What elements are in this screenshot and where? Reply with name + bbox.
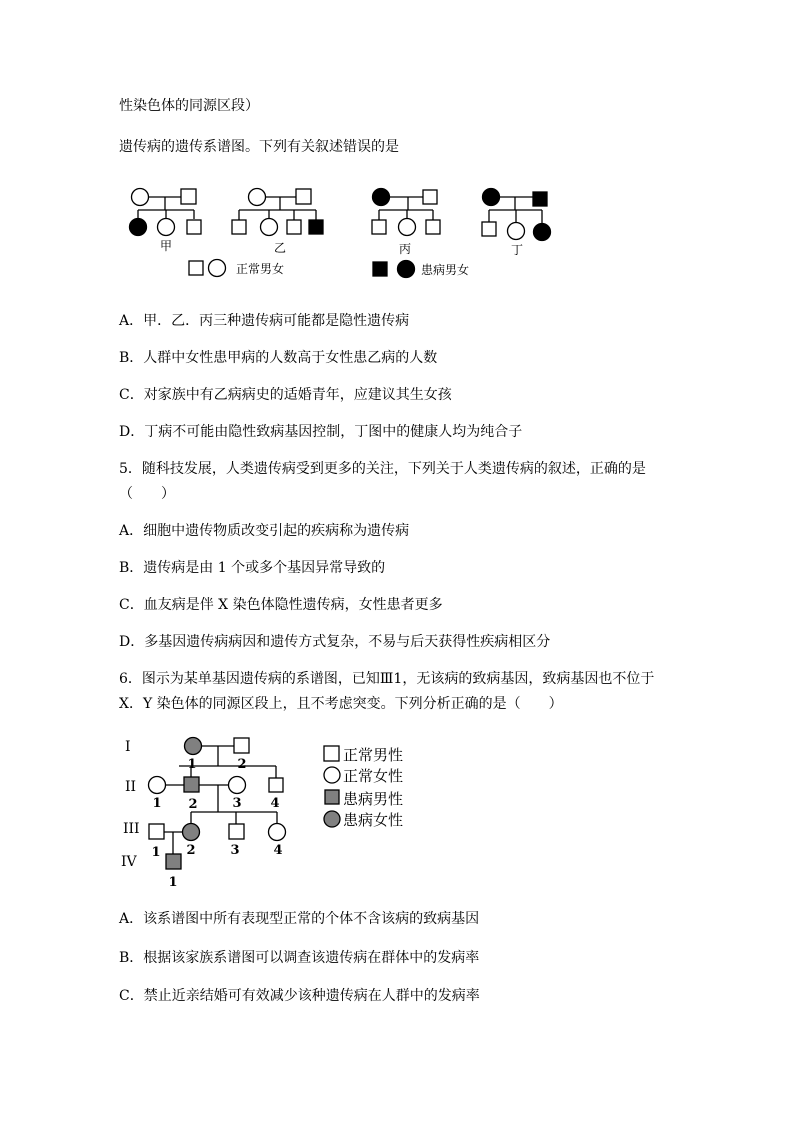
legend-affected-male-shape — [325, 790, 339, 804]
q6-option-a: A．该系谱图中所有表现型正常的个体不含该病的致病基因 — [119, 911, 480, 927]
legend-normal-female-icon — [209, 260, 226, 277]
label-ding: 丁 — [510, 243, 524, 257]
legend-affected-female-shape — [324, 811, 340, 827]
q5-option-c: C．血友病是伴 X 染色体隐性遗传病，女性患者更多 — [119, 597, 443, 613]
q4-option-c: C．对家族中有乙病病史的适婚青年，应建议其生女孩 — [119, 387, 452, 403]
q5-option-b: B．遗传病是由 1 个或多个基因异常导致的 — [119, 560, 386, 576]
pedigree-yi — [232, 189, 323, 236]
individual-II-4 — [269, 778, 283, 792]
individual-number-IV-1: 1 — [168, 875, 178, 890]
q5-option-d: D．多基因遗传病病因和遗传方式复杂，不易与后天获得性疾病相区分 — [119, 634, 551, 650]
q6-option-b: B．根据该家族系谱图可以调查该遗传病在群体中的发病率 — [119, 950, 480, 966]
individual-number-II-1: 1 — [152, 796, 162, 811]
individual-II-2 — [184, 777, 199, 792]
legend-affected-male: 患病男性 — [343, 790, 404, 808]
question-4-stem: 遗传病的遗传系谱图。下列有关叙述错误的是 — [119, 139, 399, 155]
individual-number-III-1: 1 — [151, 845, 161, 860]
question-6-line-1: 6．图示为某单基因遗传病的系谱图，已知Ⅲ1，无该病的致病基因，致病基因也不位于 — [119, 671, 655, 687]
label-jia: 甲 — [159, 239, 173, 253]
generation-label-3: III — [123, 821, 140, 837]
individual-I-2 — [234, 738, 249, 753]
question-5-line-1: 5．随科技发展，人类遗传病受到更多的关注，下列关于人类遗传病的叙述，正确的是 — [119, 461, 646, 477]
q4-option-d: D．丁病不可能由隐性致病基因控制，丁图中的健康人均为纯合子 — [119, 424, 523, 440]
pedigree-bing — [372, 189, 440, 236]
pedigree-figure-2 — [115, 732, 425, 892]
legend-normal-male-icon — [189, 261, 203, 275]
individual-II-3 — [229, 777, 246, 794]
label-yi: 乙 — [273, 241, 287, 255]
intro-continued-text: 性染色体的同源区段） — [119, 98, 259, 114]
individual-number-II-2: 2 — [188, 797, 198, 812]
legend-normal-female-shape — [324, 767, 340, 783]
legend-normal-male: 正常男性 — [343, 746, 404, 764]
individual-number-III-4: 4 — [273, 843, 283, 858]
individual-number-I-2: 2 — [237, 757, 247, 772]
generation-label-1: I — [125, 739, 131, 755]
pedigree-ding — [482, 189, 551, 241]
generation-label-2: II — [125, 779, 137, 795]
individual-II-1 — [149, 777, 166, 794]
individual-III-4 — [269, 824, 286, 841]
legend-affected-female: 患病女性 — [343, 811, 404, 829]
question-6-line-2: X．Y 染色体的同源区段上，且不考虑突变。下列分析正确的是（ ） — [119, 696, 563, 712]
individual-I-1 — [185, 738, 202, 755]
pedigree-jia — [130, 189, 202, 236]
individual-number-I-1: 1 — [187, 757, 197, 772]
individual-number-III-3: 3 — [230, 843, 240, 858]
legend-affected-female-icon — [398, 261, 415, 278]
label-bing: 丙 — [398, 242, 412, 256]
legend-affected-male-icon — [373, 262, 387, 276]
legend-affected-label: 患病男女 — [421, 263, 470, 277]
generation-label-4: IV — [121, 854, 137, 870]
legend-normal-male-shape — [324, 746, 339, 761]
q4-option-a: A．甲．乙．丙三种遗传病可能都是隐性遗传病 — [119, 313, 410, 329]
individual-III-3 — [229, 824, 244, 839]
q6-option-c: C．禁止近亲结婚可有效减少该种遗传病在人群中的发病率 — [119, 988, 480, 1004]
legend-normal-female: 正常女性 — [343, 767, 404, 785]
question-5-line-2: （ ） — [119, 486, 175, 502]
individual-number-II-4: 4 — [270, 796, 280, 811]
pedigree-figure-1 — [120, 182, 560, 282]
q5-option-a: A．细胞中遗传物质改变引起的疾病称为遗传病 — [119, 523, 410, 539]
q4-option-b: B．人群中女性患甲病的人数高于女性患乙病的人数 — [119, 350, 438, 366]
individual-number-II-3: 3 — [232, 796, 242, 811]
individual-III-2 — [183, 824, 200, 841]
legend-normal-label: 正常男女 — [236, 262, 285, 276]
individual-number-III-2: 2 — [186, 843, 196, 858]
individual-IV-1 — [166, 854, 181, 869]
individual-III-1 — [149, 824, 164, 839]
